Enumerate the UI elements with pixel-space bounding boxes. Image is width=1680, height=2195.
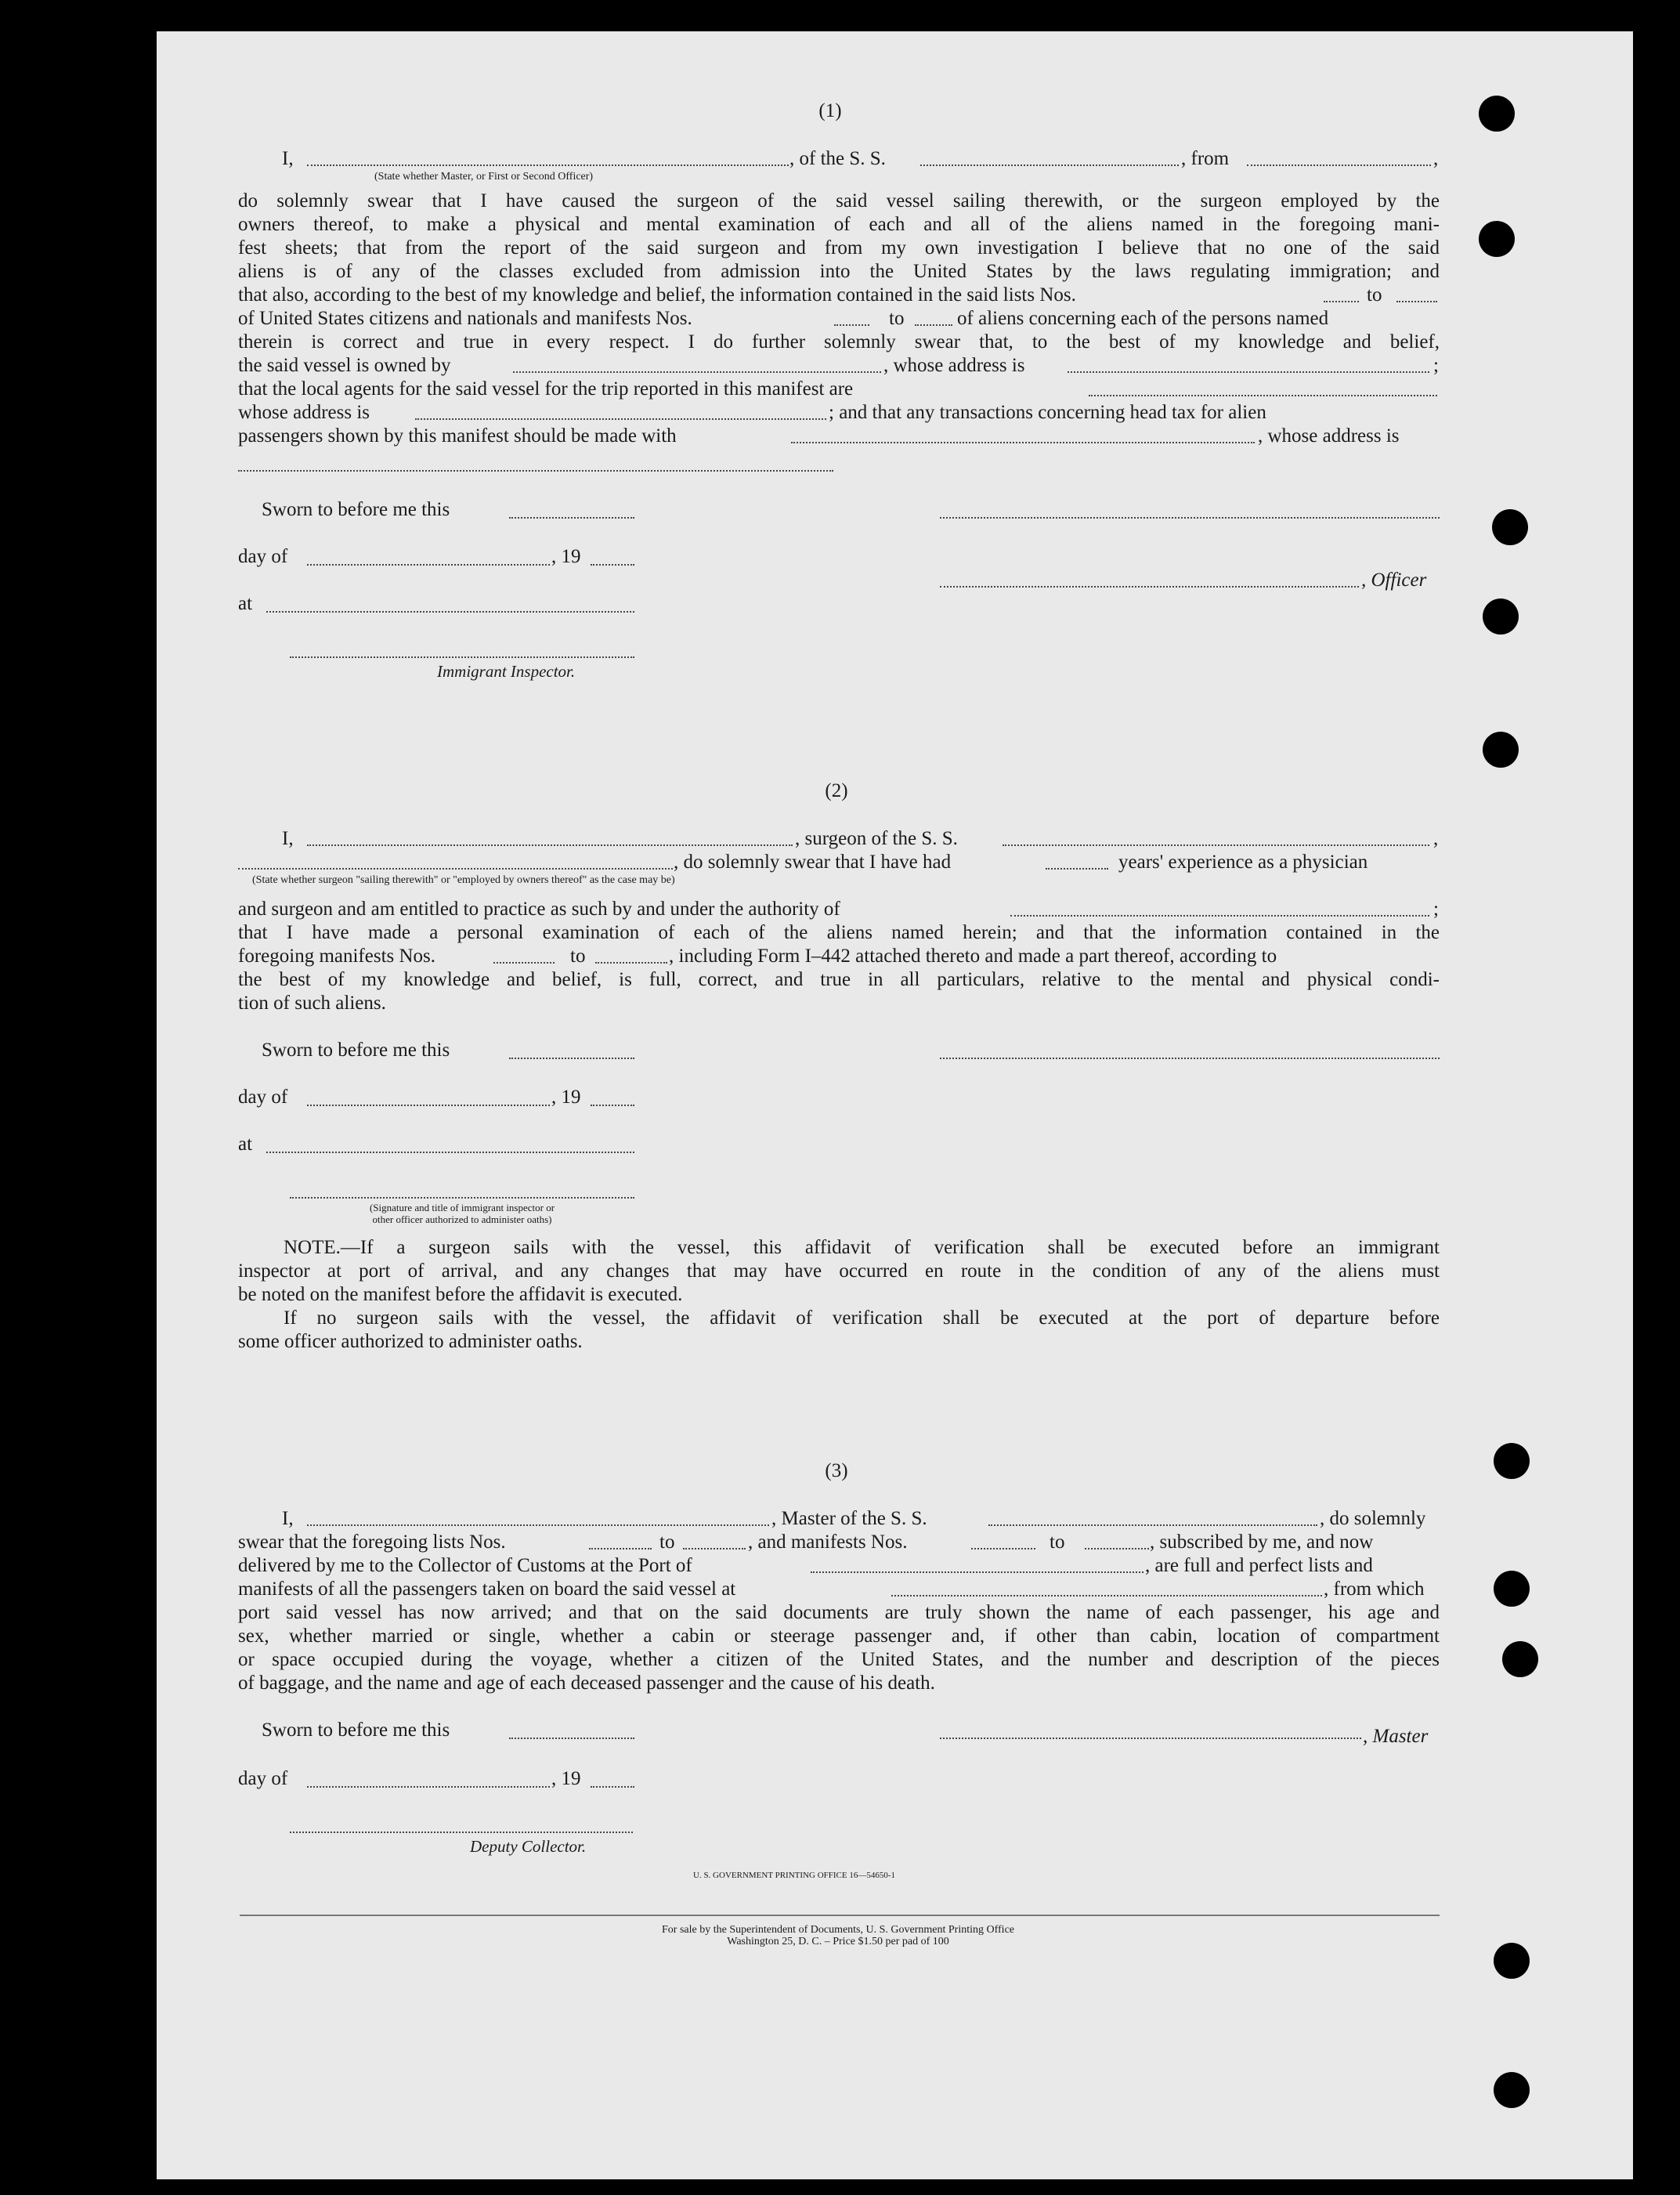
s2-line5b: to [570,946,586,967]
fill-line [834,324,869,326]
section-3-heading: (3) [825,1460,848,1481]
fill-line [238,868,673,870]
signature-line [290,656,634,658]
fill-line [307,1786,550,1788]
fill-line [595,962,667,964]
fill-line [493,962,555,964]
s3-deputy-label: Deputy Collector. [470,1837,587,1856]
fill-line [589,1548,652,1550]
s3-year-label: , 19 [551,1768,581,1789]
s2-year-label: , 19 [551,1087,581,1108]
fill-line [1396,301,1437,302]
s3-body-line: port said vessel has now arrived; and that on the said documents are truly shown the name of each passenger, his age and [238,1602,1440,1623]
s1-body-line: do solemnly swear that I have caused the surgeon of the said vessel sailing therewith, or the surgeon employed by the [238,190,1440,212]
s2-note-line: NOTE.—If a surgeon sails with the vessel, this affidavit of verification shall be executed before an immigrant [284,1237,1440,1258]
fill-line [307,1524,769,1526]
signature-line [940,1738,1361,1739]
s3-sworn-label: Sworn to before me this [262,1719,450,1741]
s3-line2e: , subscribed by me, and now [1150,1531,1374,1553]
signature-line [940,1058,1440,1059]
s2-line3b: ; [1433,899,1439,920]
signature-line [290,1197,634,1199]
s2-dayof-label: day of [238,1087,288,1108]
punch-hole [1492,509,1528,545]
punch-hole [1494,1443,1530,1479]
s3-body-line: sex, whether married or single, whether a cabin or steerage passenger and, if other than cabin, location of compartment [238,1625,1440,1647]
s1-line1-from: , from [1181,148,1230,169]
s2-line7: tion of such aliens. [238,993,386,1014]
s2-sig-caption-2: other officer authorized to administer oaths) [372,1213,552,1225]
s1-line7c: of aliens concerning each of the persons named [957,308,1329,329]
fill-line [307,1105,550,1106]
s1-line12b: , whose address is [1258,425,1400,447]
sale-notice-2: Washington 25, D. C. – Price $1.50 per pad of 100 [727,1936,949,1947]
s2-line4: that I have made a personal examination of each of the aliens named herein; and that the information contained in the [238,922,1440,943]
fill-line [307,165,789,166]
s3-line1-ship: , Master of the S. S. [771,1508,927,1529]
s2-sworn-label: Sworn to before me this [262,1040,450,1061]
fill-line [591,1105,634,1106]
fill-line [307,564,550,566]
s2-line6: the best of my knowledge and belief, is full, correct, and true in all particulars, relative to the mental and physical condi- [238,969,1440,990]
s1-officer-hint: (State whether Master, or First or Second Officer) [374,171,594,183]
s3-line2c: , and manifests Nos. [748,1531,908,1553]
s2-line5a: foregoing manifests Nos. [238,946,436,967]
s1-line9c: ; [1433,355,1439,376]
s1-line1-i: I, [282,148,294,169]
s1-line10: that the local agents for the said vessel for the trip reported in this manifest are [238,378,854,400]
punch-hole [1494,1943,1530,1979]
signature-line [290,1832,633,1833]
footer-rule [240,1915,1440,1916]
fill-line [509,517,634,519]
s3-master-label: , Master [1363,1726,1429,1747]
punch-hole [1483,598,1519,635]
fill-line [238,470,833,472]
s1-line7a: of United States citizens and nationals and manifests Nos. [238,308,692,329]
s2-line2a: , do solemnly swear that I have had [674,852,952,873]
fill-line [891,1595,1322,1597]
section-2-heading: (2) [825,780,848,801]
s3-line3a: delivered by me to the Collector of Customs at the Port of [238,1555,692,1576]
s3-line8: of baggage, and the name and age of each deceased passenger and the cause of his death. [238,1672,935,1694]
fill-line [1046,868,1108,870]
s2-line1-i: I, [282,828,294,849]
s2-line5c: , including Form I–442 attached thereto and made a part thereof, according to [669,946,1277,967]
signature-line [940,586,1359,588]
s3-line4b: , from which [1324,1578,1425,1600]
fill-line [266,1152,634,1153]
punch-hole [1502,1641,1538,1677]
s3-line3b: , are full and perfect lists and [1145,1555,1373,1576]
s3-line2b: to [659,1531,675,1553]
s3-body-line: or space occupied during the voyage, whether a citizen of the United States, and the number and description of the pieces [238,1649,1440,1670]
s1-line1-ship: , of the S. S. [789,148,886,169]
fill-line [509,1058,634,1059]
fill-line [683,1548,746,1550]
fill-line [1324,301,1359,302]
fill-line [266,611,634,613]
s1-line9b: , whose address is [883,355,1025,376]
s1-line6b: to [1367,284,1382,306]
punch-hole [1483,732,1519,768]
s3-line2d: to [1050,1531,1065,1553]
s1-line9a: the said vessel is owned by [238,355,451,376]
s2-note-line: some officer authorized to administer oaths. [238,1331,583,1352]
fill-line [971,1548,1035,1550]
s3-line4a: manifests of all the passengers taken on board the said vessel at [238,1578,736,1600]
punch-hole [1479,221,1515,257]
s1-inspector-label: Immigrant Inspector. [437,662,576,681]
s1-sworn-label: Sworn to before me this [262,499,450,520]
s2-note-line: be noted on the manifest before the affidavit is executed. [238,1284,683,1305]
fill-line [307,844,793,846]
signature-line [940,517,1440,519]
s2-at-label: at [238,1134,253,1155]
punch-hole [1494,1571,1530,1607]
s3-line2a: swear that the foregoing lists Nos. [238,1531,506,1553]
fill-line [811,1571,1143,1573]
fill-line [1085,1548,1149,1550]
fill-line [920,165,1179,166]
s2-line2b: years' experience as a physician [1118,852,1368,873]
s2-line1-comma: , [1433,828,1439,849]
s2-note-line: inspector at port of arrival, and any changes that may have occurred en route in the condition of any of the aliens must [238,1260,1440,1282]
fill-line [988,1524,1317,1526]
punch-hole [1494,2072,1530,2108]
fill-line [591,564,634,566]
fill-line [1089,395,1437,396]
fill-line [1247,165,1431,166]
s2-surgeon-hint: (State whether surgeon "sailing therewith" or "employed by owners thereof" as the case may be) [252,874,675,886]
s1-line6a: that also, according to the best of my knowledge and belief, the information contained in the said lists Nos. [238,284,1076,306]
s3-line1-i: I, [282,1508,294,1529]
fill-line [1068,371,1429,373]
s1-line11b: ; and that any transactions concerning head tax for alien [829,402,1266,423]
s3-dayof-label: day of [238,1768,288,1789]
s1-line7b: to [889,308,905,329]
section-1-heading: (1) [818,100,842,121]
fill-line [509,1738,634,1739]
s1-line1-comma: , [1433,148,1439,169]
s2-line3a: and surgeon and am entitled to practice as such by and under the authority of [238,899,840,920]
s1-line8: therein is correct and true in every respect. I do further solemnly swear that, to the best of my knowledge and belief, [238,331,1440,353]
s3-line1-swear: , do solemnly [1320,1508,1426,1529]
s1-body-line: aliens is of any of the classes excluded from admission into the United States by the laws regulating immigration; and [238,261,1440,282]
fill-line [591,1786,634,1788]
s1-dayof-label: day of [238,546,288,567]
s2-sig-caption-1: (Signature and title of immigrant inspector or [369,1202,555,1213]
s2-line1-ship: , surgeon of the S. S. [795,828,958,849]
s2-note-line: If no surgeon sails with the vessel, the affidavit of verification shall be executed at the port of departure before [284,1307,1440,1329]
s1-line11a: whose address is [238,402,370,423]
s1-body-line: owners thereof, to make a physical and mental examination of each and all of the aliens named in the foregoing mani- [238,214,1440,235]
fill-line [415,418,826,420]
fill-line [915,324,952,326]
fill-line [791,442,1255,443]
s1-officer-label: , Officer [1361,570,1427,591]
fill-line [513,371,881,373]
s1-body-line: fest sheets; that from the report of the said surgeon and from my own investigation I believe that no one of the said [238,237,1440,259]
punch-hole [1479,96,1515,132]
sale-notice-1: For sale by the Superintendent of Documents, U. S. Government Printing Office [662,1924,1014,1936]
s1-at-label: at [238,593,253,614]
gpo-imprint: U. S. GOVERNMENT PRINTING OFFICE 16—54650-1 [693,1871,896,1880]
fill-line [1003,844,1429,846]
s1-line12a: passengers shown by this manifest should be made with [238,425,677,447]
s1-year-label: , 19 [551,546,581,567]
fill-line [1010,915,1429,917]
